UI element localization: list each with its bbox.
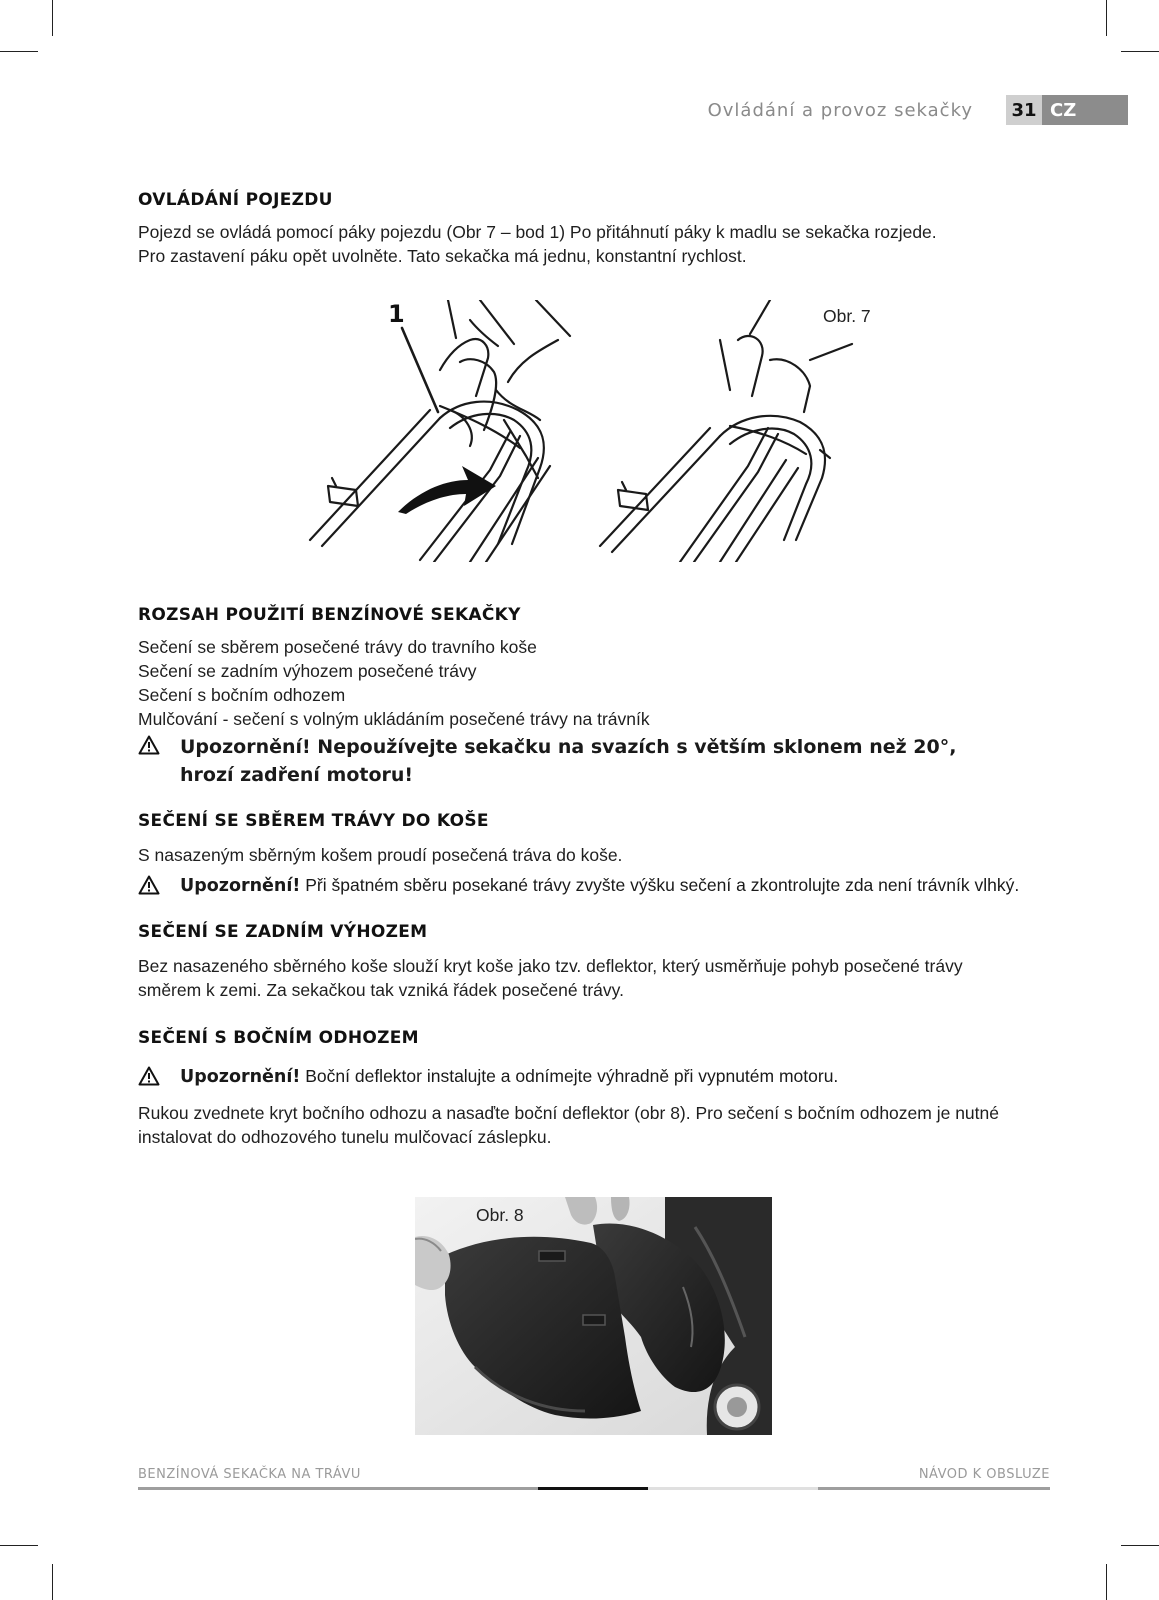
side-warning-label: Upozornění! <box>180 1067 301 1087</box>
warning-triangle-icon <box>138 875 160 895</box>
collect-warning <box>138 873 1058 898</box>
crop-mark <box>1121 1545 1159 1546</box>
language-badge: CZ <box>1042 95 1128 125</box>
section-heading-rear: SEČENÍ SE ZADNÍM VÝHOZEM <box>138 922 428 942</box>
header-title: Ovládání a provoz sekačky <box>707 100 973 121</box>
footer-rule <box>648 1487 818 1490</box>
crop-mark <box>0 51 38 52</box>
slope-warning-line1: Upozornění! Nepoužívejte sekačku na svazích s větším sklonem než 20°, <box>180 736 957 758</box>
usage-item: Sečení s bočním odhozem <box>138 685 346 705</box>
usage-item: Sečení se zadním výhozem posečené trávy <box>138 661 477 681</box>
collect-warning-label: Upozornění! <box>180 876 301 896</box>
footer-rule-accent <box>538 1487 648 1490</box>
side-text-line2: instalovat do odhozového tunelu mulčovací záslepku. <box>138 1127 552 1147</box>
footer-product: BENZÍNOVÁ SEKAČKA NA TRÁVU <box>138 1467 361 1482</box>
slope-warning-line2: hrozí zadření motoru! <box>180 764 414 786</box>
section-heading-drive: OVLÁDÁNÍ POJEZDU <box>138 190 333 210</box>
collect-warning-text: Při špatném sběru posekané trávy zvyšte výšku sečení a zkontrolujte zda není trávník vlhký. <box>300 875 1020 895</box>
footer-rule <box>138 1487 538 1490</box>
section-heading-usage: ROZSAH POUŽITÍ BENZÍNOVÉ SEKAČKY <box>138 605 521 625</box>
figure-8-caption: Obr. 8 <box>476 1205 524 1225</box>
side-warning-text: Boční deflektor instalujte a odnímejte výhradně při vypnutém motoru. <box>300 1066 839 1086</box>
crop-mark <box>0 1545 38 1546</box>
crop-mark <box>52 1564 53 1600</box>
warning-triangle-icon <box>138 735 160 755</box>
figure-7-illustration <box>300 300 880 562</box>
crop-mark <box>52 0 53 36</box>
page-number: 31 <box>1006 95 1042 125</box>
slope-warning <box>138 733 1058 789</box>
section-heading-side: SEČENÍ S BOČNÍM ODHOZEM <box>138 1028 419 1048</box>
drive-text-line1: Pojezd se ovládá pomocí páky pojezdu (Obr 7 – bod 1) Po přitáhnutí páky k madlu se sekačka rozjede. <box>138 222 937 242</box>
side-warning <box>138 1064 1058 1089</box>
figure-8-photo <box>415 1197 772 1435</box>
footer-manual: NÁVOD K OBSLUZE <box>918 1467 1050 1482</box>
usage-item: Mulčování - sečení s volným ukládáním posečené trávy na trávník <box>138 709 650 729</box>
warning-triangle-icon <box>138 1066 160 1086</box>
crop-mark <box>1106 0 1107 36</box>
rear-text-line1: Bez nasazeného sběrného koše slouží kryt koše jako tzv. deflektor, který usměrňuje pohyb posečené trávy <box>138 956 963 976</box>
rear-text-line2: směrem k zemi. Za sekačkou tak vzniká řádek posečené trávy. <box>138 980 624 1000</box>
collect-text: S nasazeným sběrným košem proudí posečená tráva do koše. <box>138 845 623 865</box>
figure-7-callout: 1 <box>388 300 405 328</box>
usage-item: Sečení se sběrem posečené trávy do travního koše <box>138 637 537 657</box>
figure-7-caption: Obr. 7 <box>823 306 871 326</box>
drive-text-line2: Pro zastavení páku opět uvolněte. Tato sekačka má jednu, konstantní rychlost. <box>138 246 747 266</box>
side-text-line1: Rukou zvednete kryt bočního odhozu a nasaďte boční deflektor (obr 8). Pro sečení s bočním odhozem je nutné <box>138 1103 999 1123</box>
crop-mark <box>1106 1564 1107 1600</box>
crop-mark <box>1121 51 1159 52</box>
section-heading-collect: SEČENÍ SE SBĚREM TRÁVY DO KOŠE <box>138 811 489 831</box>
footer-rule <box>818 1487 1050 1490</box>
